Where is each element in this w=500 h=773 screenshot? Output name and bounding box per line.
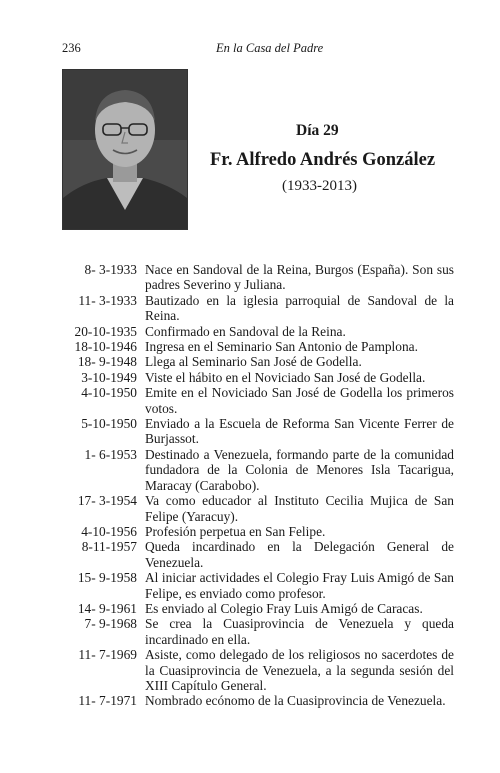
entry-date: 8-11-1957 <box>81 539 137 555</box>
chronology-entry <box>62 447 454 493</box>
entry-text: Profesión perpetua en San Felipe. <box>145 523 326 539</box>
entry-text: Destinado a Venezuela, formando parte de la comunidad fundadora de la Colonia de Menores Isla Tacarigua, Maracay (Carabobo). <box>145 446 454 493</box>
page-number: 236 <box>62 41 81 55</box>
entry-text: Se crea la Cuasiprovincia de Venezuela y queda incardinado en ella. <box>145 616 454 647</box>
entry-text: Llega al Seminario San José de Godella. <box>145 354 362 370</box>
entry-text: Nace en Sandoval de la Reina, Burgos (España). Son sus padres Severino y Juliana. <box>145 262 454 293</box>
entry-text: Enviado a la Escuela de Reforma San Vicente Ferrer de Burjassot. <box>145 416 454 447</box>
friar-name: Fr. Alfredo Andrés González <box>210 150 436 170</box>
entry-date: 20-10-1935 <box>74 323 137 339</box>
entry-date: 14- 9-1961 <box>77 600 137 616</box>
entry-text: Confirmado en Sandoval de la Reina. <box>145 323 346 339</box>
chronology-entry <box>62 324 454 339</box>
entry-text: Al iniciar actividades el Colegio Fray Luis Amigó de San Felipe, es enviado como profesor. <box>145 570 454 601</box>
entry-text: Asiste, como delegado de los religiosos no sacerdotes de la Cuasiprovincia de Venezuela, a la segunda sesión del XIII Capítulo General. <box>145 647 454 693</box>
entry-date: 18- 9-1948 <box>77 354 137 370</box>
portrait-photo <box>62 69 188 230</box>
portrait-icon <box>63 70 187 229</box>
chronology-entry <box>62 385 454 416</box>
chronology-entry <box>62 539 454 570</box>
entry-text: Es enviado al Colegio Fray Luis Amigó de Caracas. <box>145 600 423 616</box>
chronology-entry <box>62 293 454 324</box>
chronology-entry <box>62 693 454 708</box>
chronology-entry <box>62 416 454 447</box>
chronology-entry <box>62 601 454 616</box>
chronology-entry <box>62 354 454 369</box>
chronology-entry <box>62 616 454 647</box>
chronology-entry <box>62 524 454 539</box>
life-years: (1933-2013) <box>282 178 357 194</box>
entry-text: Bautizado en la iglesia parroquial de Sandoval de la Reina. <box>145 292 454 324</box>
entry-text: Nombrado ecónomo de la Cuasiprovincia de Venezuela. <box>145 693 446 709</box>
entry-date: 3-10-1949 <box>81 369 137 385</box>
day-heading: Día 29 <box>296 122 339 139</box>
entry-date: 11- 7-1969 <box>78 647 137 663</box>
entry-text: Viste el hábito en el Noviciado San José de Godella. <box>145 369 426 385</box>
chronology-entry <box>62 493 454 524</box>
running-head <box>62 41 452 57</box>
chronology-entry <box>62 262 454 293</box>
chronology-entry <box>62 570 454 601</box>
entry-date: 4-10-1950 <box>81 385 137 401</box>
entry-text: Va como educador al Instituto Cecilia Mujica de San Felipe (Yaracuy). <box>145 493 454 524</box>
entry-date: 8- 3-1933 <box>84 262 137 277</box>
entry-date: 5-10-1950 <box>81 416 137 432</box>
entry-date: 15- 9-1958 <box>77 570 137 586</box>
entry-date: 7- 9-1968 <box>84 616 137 632</box>
entry-date: 11- 3-1933 <box>78 292 137 308</box>
chronology-list <box>62 262 454 709</box>
chronology-entry <box>62 339 454 354</box>
entry-date: 18-10-1946 <box>74 339 137 355</box>
entry-date: 4-10-1956 <box>81 523 137 539</box>
entry-date: 11- 7-1971 <box>78 693 137 709</box>
entry-text: Ingresa en el Seminario San Antonio de Pamplona. <box>145 339 418 355</box>
chronology-entry <box>62 370 454 385</box>
book-title: En la Casa del Padre <box>216 41 324 55</box>
chronology-entry <box>62 647 454 693</box>
entry-date: 17- 3-1954 <box>77 493 137 509</box>
entry-text: Queda incardinado en la Delegación General de Venezuela. <box>145 539 454 570</box>
entry-text: Emite en el Noviciado San José de Godella los primeros votos. <box>145 385 454 416</box>
entry-date: 1- 6-1953 <box>84 446 137 462</box>
